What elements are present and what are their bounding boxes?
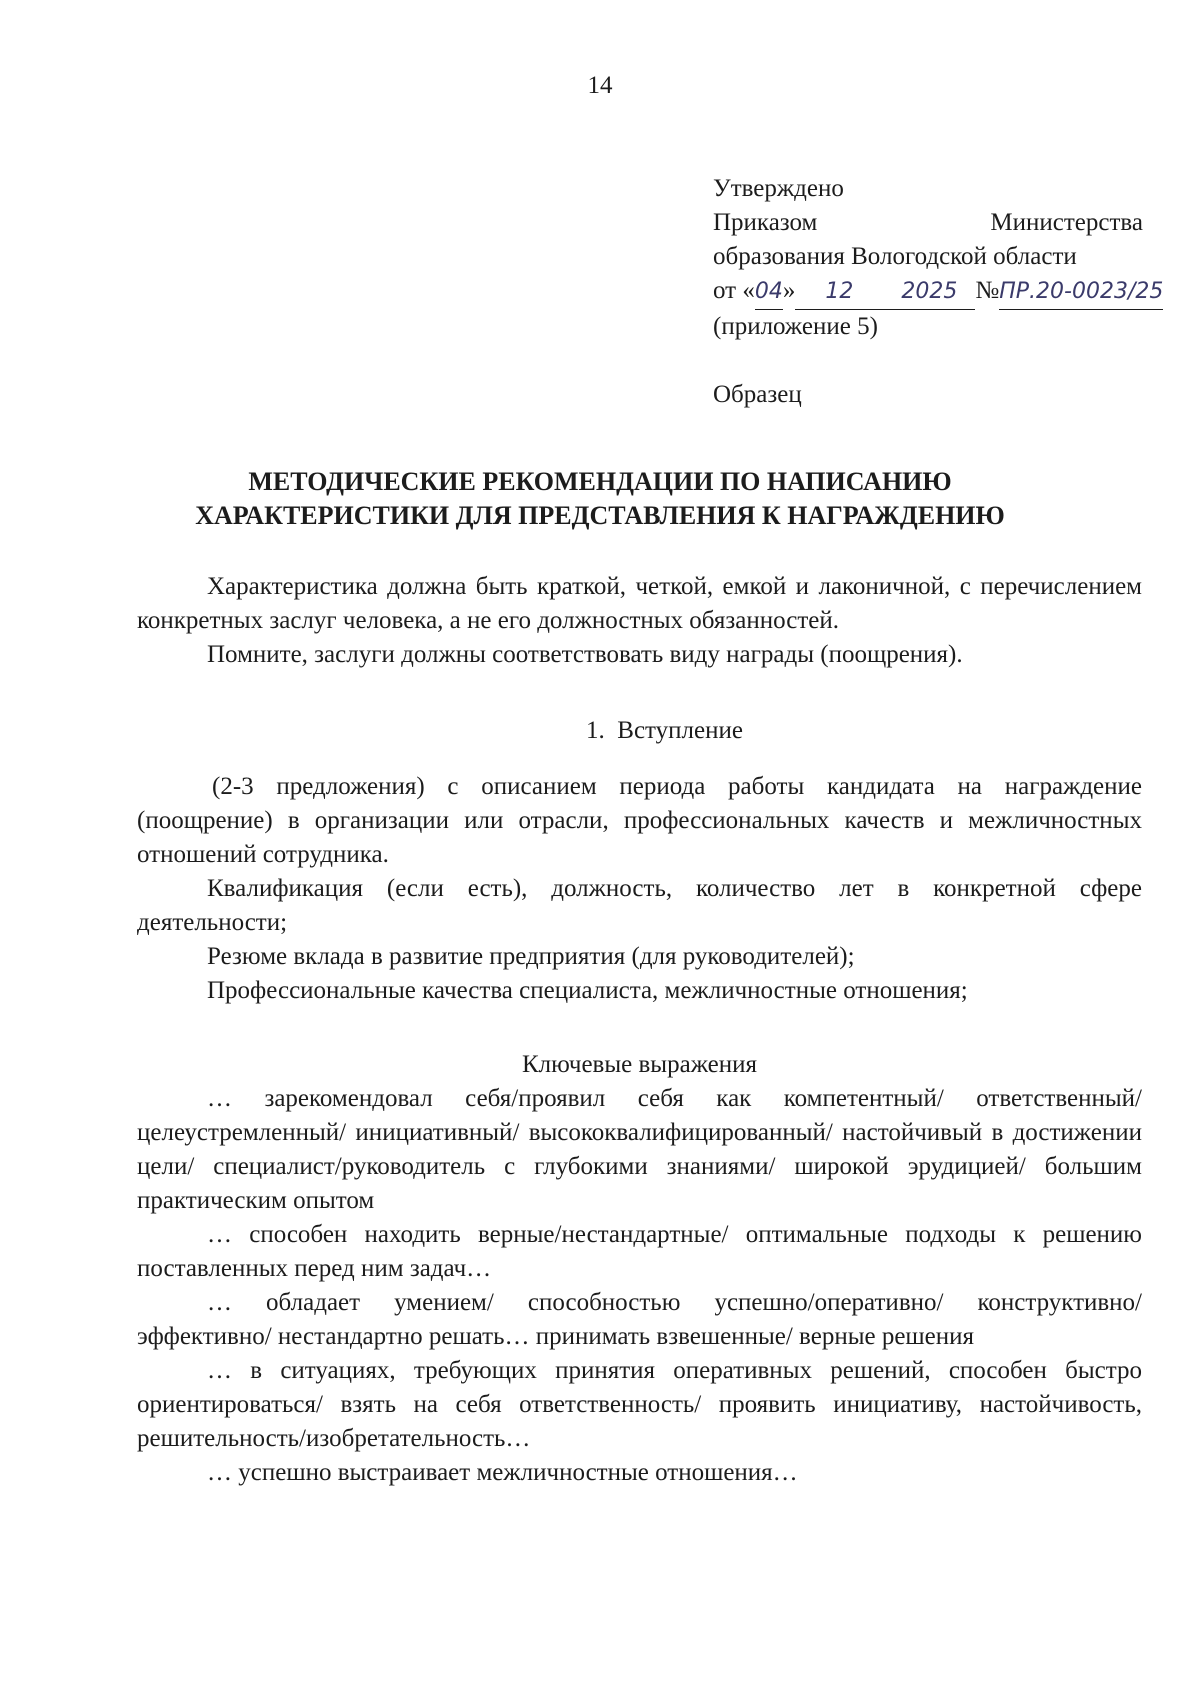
- approval-approved: Утверждено: [713, 175, 844, 202]
- section-1-paragraph-1: (2-3 предложения) с описанием периода работы кандидата на награждение (поощрение) в организации или отрасли, профессиональных качеств и межличностных отношений сотрудника.: [137, 773, 1142, 868]
- intro-paragraph-2: Помните, заслуги должны соответствовать виду награды (поощрения).: [207, 641, 963, 668]
- approval-order-word: Приказом: [713, 209, 818, 236]
- approval-order-line: [713, 206, 1143, 240]
- section-1-paragraph-4: Профессиональные качества специалиста, межличностные отношения;: [207, 977, 968, 1004]
- date-month-handwritten: 12: [795, 275, 883, 310]
- approval-block: [713, 172, 1164, 412]
- document-body: [137, 570, 1142, 1490]
- date-year-handwritten: 2025: [883, 275, 975, 310]
- approval-ministry-word: Министерства: [990, 209, 1143, 236]
- date-close: »: [782, 277, 796, 304]
- key-phrase-item: … успешно выстраивает межличностные отношения…: [207, 1459, 798, 1486]
- intro-paragraph-1: Характеристика должна быть краткой, четкой, емкой и лаконичной, с перечислением конкретных заслуг человека, а не его должностных обязанностей.: [137, 573, 1142, 634]
- key-phrase-item: … в ситуациях, требующих принятия оперативных решений, способен быстро ориентироваться/ взять на себя ответственность/ проявить инициативу, настойчивость, решительность/изобретательность…: [137, 1357, 1142, 1452]
- key-phrase-item: … способен находить верные/нестандартные/ оптимальные подходы к решению поставленных перед ним задач…: [137, 1221, 1142, 1282]
- sample-label: Образец: [713, 381, 802, 408]
- order-number-handwritten: ПР.20-0023/25: [999, 275, 1163, 310]
- date-prefix: от «: [713, 277, 755, 304]
- key-phrase-item: … зарекомендовал себя/проявил себя как компетентный/ ответственный/ целеустремленный/ инициативный/ высококвалифицированный/ настойчивый в достижении цели/ специалист/руководитель с глубокими знаниями/ широкой эрудицией/ большим практическим опытом: [137, 1085, 1142, 1214]
- approval-ministry-name: образования Вологодской области: [713, 243, 1077, 270]
- section-1-number: 1.: [586, 717, 605, 744]
- approval-date-line: [713, 274, 1164, 310]
- approval-appendix: (приложение 5): [713, 313, 878, 340]
- document-title: [0, 465, 1200, 533]
- section-1-paragraph-2: Квалификация (если есть), должность, количество лет в конкретной сфере деятельности;: [137, 875, 1142, 936]
- section-1-heading: [137, 714, 1142, 748]
- title-line-1: МЕТОДИЧЕСКИЕ РЕКОМЕНДАЦИИ ПО НАПИСАНИЮ: [248, 467, 952, 496]
- section-1-title: Вступление: [617, 717, 743, 744]
- date-day-handwritten: 04: [755, 275, 783, 310]
- page-number: 14: [587, 72, 613, 99]
- key-phrases-heading: Ключевые выражения: [522, 1051, 757, 1078]
- title-line-2: ХАРАКТЕРИСТИКИ ДЛЯ ПРЕДСТАВЛЕНИЯ К НАГРАЖДЕНИЮ: [195, 501, 1005, 530]
- number-sign: №: [975, 277, 1000, 304]
- key-phrase-item: … обладает умением/ способностью успешно/оперативно/ конструктивно/ эффективно/ нестандартно решать… принимать взвешенные/ верные решения: [137, 1289, 1142, 1350]
- section-1-paragraph-3: Резюме вклада в развитие предприятия (для руководителей);: [207, 943, 855, 970]
